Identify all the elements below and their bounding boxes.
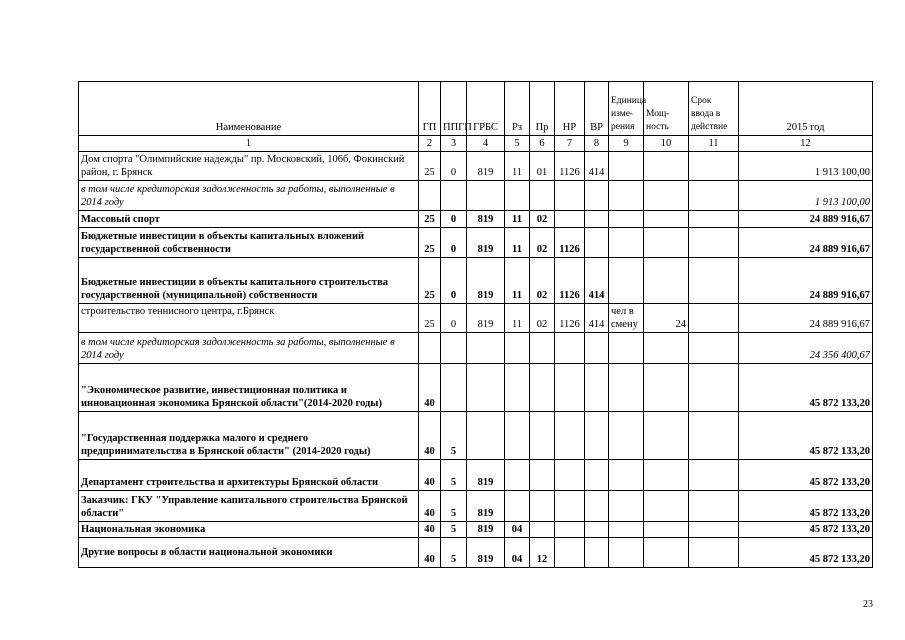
row-grbs — [467, 333, 505, 364]
row-np: 1126 — [555, 152, 585, 181]
row-name: Дом спорта "Олимпийские надежды" пр. Московский, 106б, Фокинский район, г. Брянск — [79, 152, 419, 181]
row-power — [644, 364, 689, 412]
table-row — [79, 152, 873, 181]
row-grbs — [467, 181, 505, 211]
row-unit — [609, 211, 644, 228]
row-gp: 25 — [419, 211, 441, 228]
header-pr: Пр — [530, 82, 555, 136]
row-name: Другие вопросы в области национальной экономики — [79, 538, 419, 568]
row-np — [555, 211, 585, 228]
row-pr — [530, 333, 555, 364]
row-power — [644, 538, 689, 568]
column-number: 8 — [585, 136, 609, 152]
row-pr: 02 — [530, 304, 555, 333]
row-power: 24 — [644, 304, 689, 333]
row-grbs — [467, 364, 505, 412]
row-pr — [530, 412, 555, 460]
column-number: 11 — [689, 136, 739, 152]
row-rz — [505, 333, 530, 364]
row-term — [689, 211, 739, 228]
row-ppgp: 5 — [441, 460, 467, 491]
row-gp: 40 — [419, 412, 441, 460]
row-grbs: 819 — [467, 491, 505, 522]
row-amount: 45 872 133,20 — [739, 491, 873, 522]
row-grbs: 819 — [467, 258, 505, 304]
row-gp — [419, 181, 441, 211]
row-np — [555, 181, 585, 211]
row-gp: 40 — [419, 460, 441, 491]
row-unit — [609, 538, 644, 568]
column-number: 9 — [609, 136, 644, 152]
header-row — [79, 82, 873, 136]
row-pr — [530, 522, 555, 538]
row-power — [644, 228, 689, 258]
header-unit: Единица изме-рения — [609, 82, 644, 136]
row-rz: 11 — [505, 304, 530, 333]
row-grbs: 819 — [467, 522, 505, 538]
row-pr — [530, 460, 555, 491]
row-pr: 02 — [530, 228, 555, 258]
row-amount: 1 913 100,00 — [739, 181, 873, 211]
header-year: 2015 год — [739, 82, 873, 136]
row-ppgp — [441, 181, 467, 211]
row-amount: 24 889 916,67 — [739, 304, 873, 333]
row-term — [689, 538, 739, 568]
row-rz — [505, 364, 530, 412]
row-name: Массовый спорт — [79, 211, 419, 228]
row-term — [689, 258, 739, 304]
row-amount: 45 872 133,20 — [739, 522, 873, 538]
header-vr: ВР — [585, 82, 609, 136]
row-vr: 414 — [585, 304, 609, 333]
row-grbs: 819 — [467, 460, 505, 491]
row-term — [689, 364, 739, 412]
row-vr — [585, 333, 609, 364]
row-amount: 1 913 100,00 — [739, 152, 873, 181]
table-row — [79, 522, 873, 538]
row-ppgp: 5 — [441, 491, 467, 522]
row-rz: 11 — [505, 152, 530, 181]
row-np — [555, 333, 585, 364]
row-term — [689, 522, 739, 538]
row-vr — [585, 364, 609, 412]
row-ppgp: 5 — [441, 522, 467, 538]
row-vr — [585, 211, 609, 228]
row-pr: 02 — [530, 211, 555, 228]
column-number: 5 — [505, 136, 530, 152]
row-rz — [505, 412, 530, 460]
column-number: 12 — [739, 136, 873, 152]
row-term — [689, 181, 739, 211]
row-vr — [585, 491, 609, 522]
column-number: 2 — [419, 136, 441, 152]
row-ppgp: 0 — [441, 228, 467, 258]
row-name: строительство теннисного центра, г.Брянск — [79, 304, 419, 333]
row-np — [555, 522, 585, 538]
row-ppgp: 0 — [441, 211, 467, 228]
row-pr — [530, 181, 555, 211]
column-number: 6 — [530, 136, 555, 152]
header-ppgp: ППГП — [441, 82, 467, 136]
row-np: 1126 — [555, 228, 585, 258]
row-gp: 25 — [419, 228, 441, 258]
row-name: "Государственная поддержка малого и среднего предпринимательства в Брянской области" (2014-2020 годы) — [79, 412, 419, 460]
row-np — [555, 460, 585, 491]
row-ppgp: 0 — [441, 258, 467, 304]
row-ppgp: 0 — [441, 152, 467, 181]
row-name: Заказчик: ГКУ "Управление капитального строительства Брянской области" — [79, 491, 419, 522]
column-number: 4 — [467, 136, 505, 152]
header-rz: Рз — [505, 82, 530, 136]
row-pr: 12 — [530, 538, 555, 568]
header-power: Мощ-ность — [644, 82, 689, 136]
row-unit — [609, 181, 644, 211]
row-vr — [585, 228, 609, 258]
row-unit: чел в смену — [609, 304, 644, 333]
page-number: 23 — [863, 599, 873, 610]
row-gp: 40 — [419, 364, 441, 412]
row-amount: 24 889 916,67 — [739, 211, 873, 228]
row-term — [689, 152, 739, 181]
row-power — [644, 152, 689, 181]
row-ppgp: 0 — [441, 304, 467, 333]
header-grbs: ГРБС — [467, 82, 505, 136]
row-name: Бюджетные инвестиции в объекты капитального строительства государственной (муниципальной) собственности — [79, 258, 419, 304]
header-np: НР — [555, 82, 585, 136]
row-grbs: 819 — [467, 152, 505, 181]
row-grbs — [467, 412, 505, 460]
row-np — [555, 491, 585, 522]
row-power — [644, 491, 689, 522]
row-rz — [505, 491, 530, 522]
row-pr: 02 — [530, 258, 555, 304]
row-unit — [609, 333, 644, 364]
table-row — [79, 538, 873, 568]
row-rz: 04 — [505, 522, 530, 538]
row-vr — [585, 412, 609, 460]
row-unit — [609, 491, 644, 522]
table-row — [79, 364, 873, 412]
row-unit — [609, 412, 644, 460]
row-name: Департамент строительства и архитектуры Брянской области — [79, 460, 419, 491]
row-gp: 40 — [419, 538, 441, 568]
row-gp: 40 — [419, 522, 441, 538]
table-row — [79, 491, 873, 522]
column-number: 1 — [79, 136, 419, 152]
row-unit — [609, 364, 644, 412]
row-name: в том числе кредиторская задолженность за работы, выполненные в 2014 году — [79, 333, 419, 364]
row-gp: 25 — [419, 152, 441, 181]
row-vr: 414 — [585, 258, 609, 304]
table-row — [79, 304, 873, 333]
row-term — [689, 333, 739, 364]
row-name: в том числе кредиторская задолженность за работы, выполненные в 2014 году — [79, 181, 419, 211]
row-power — [644, 412, 689, 460]
table-row — [79, 228, 873, 258]
row-np: 1126 — [555, 304, 585, 333]
row-vr: 414 — [585, 152, 609, 181]
row-ppgp — [441, 364, 467, 412]
row-rz: 04 — [505, 538, 530, 568]
row-unit — [609, 460, 644, 491]
table-row — [79, 181, 873, 211]
table-row — [79, 211, 873, 228]
row-unit — [609, 228, 644, 258]
table-row — [79, 333, 873, 364]
row-rz: 11 — [505, 258, 530, 304]
row-name: Бюджетные инвестиции в объекты капитальных вложений государственной собственности — [79, 228, 419, 258]
row-amount: 45 872 133,20 — [739, 460, 873, 491]
row-gp: 25 — [419, 258, 441, 304]
row-pr — [530, 364, 555, 412]
row-vr — [585, 460, 609, 491]
row-gp: 40 — [419, 491, 441, 522]
row-power — [644, 181, 689, 211]
header-term: Срок ввода в действие — [689, 82, 739, 136]
budget-table — [78, 81, 873, 568]
header-name: Наименование — [79, 82, 419, 136]
row-ppgp: 5 — [441, 412, 467, 460]
row-amount: 24 889 916,67 — [739, 228, 873, 258]
column-number: 10 — [644, 136, 689, 152]
row-rz: 11 — [505, 228, 530, 258]
row-unit — [609, 522, 644, 538]
row-vr — [585, 538, 609, 568]
row-power — [644, 258, 689, 304]
row-power — [644, 211, 689, 228]
row-ppgp: 5 — [441, 538, 467, 568]
row-np — [555, 538, 585, 568]
row-grbs: 819 — [467, 228, 505, 258]
row-name: Национальная экономика — [79, 522, 419, 538]
row-amount: 24 889 916,67 — [739, 258, 873, 304]
row-pr: 01 — [530, 152, 555, 181]
row-grbs: 819 — [467, 304, 505, 333]
header-gp: ГП — [419, 82, 441, 136]
row-unit — [609, 258, 644, 304]
table-row — [79, 258, 873, 304]
row-term — [689, 460, 739, 491]
column-number: 3 — [441, 136, 467, 152]
row-power — [644, 522, 689, 538]
row-pr — [530, 491, 555, 522]
row-np: 1126 — [555, 258, 585, 304]
row-vr — [585, 522, 609, 538]
column-number: 7 — [555, 136, 585, 152]
table-row — [79, 412, 873, 460]
row-rz: 11 — [505, 211, 530, 228]
row-amount: 45 872 133,20 — [739, 364, 873, 412]
row-vr — [585, 181, 609, 211]
row-rz — [505, 181, 530, 211]
row-term — [689, 412, 739, 460]
row-amount: 24 356 400,67 — [739, 333, 873, 364]
row-power — [644, 333, 689, 364]
row-gp — [419, 333, 441, 364]
row-name: "Экономическое развитие, инвестиционная политика и инновационная экономика Брянской области"(2014-2020 годы) — [79, 364, 419, 412]
row-gp: 25 — [419, 304, 441, 333]
row-power — [644, 460, 689, 491]
row-ppgp — [441, 333, 467, 364]
column-number-row — [79, 136, 873, 152]
row-amount: 45 872 133,20 — [739, 412, 873, 460]
row-term — [689, 304, 739, 333]
row-grbs: 819 — [467, 538, 505, 568]
row-np — [555, 412, 585, 460]
row-rz — [505, 460, 530, 491]
row-grbs: 819 — [467, 211, 505, 228]
row-unit — [609, 152, 644, 181]
row-term — [689, 491, 739, 522]
row-term — [689, 228, 739, 258]
row-amount: 45 872 133,20 — [739, 538, 873, 568]
table-row — [79, 460, 873, 491]
row-np — [555, 364, 585, 412]
